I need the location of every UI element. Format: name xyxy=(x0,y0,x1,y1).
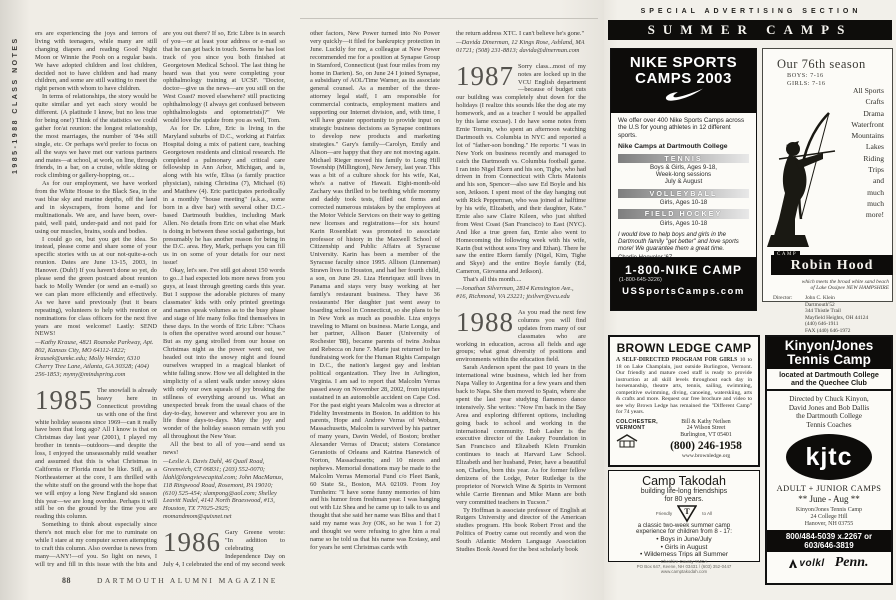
list-item: PO Box 647, Keene, NH 03431 / (603) 352-0447 xyxy=(636,564,732,570)
list-item: Cheshire County YMCA xyxy=(660,559,708,565)
robin-hood-tagline-line1: which meets the broad white sand beach xyxy=(801,279,889,285)
class-year-1985-section: 1985 The snowfall is already heavy here in Connecticut providing us with one of the first white holiday seasons since 1969—can it really have been that long ago? All I know is that on Christmas day last year (2001), I played my brother in tennis—outdoors—and despite the loss, I enjoyed the unseasonably mild weather and assumed that this is what Christmas in California or Florida must be like. Still, as a Northeasterner at the core, I am thrilled with the white stuff on the ground with the hope that we will enjoy a long New England ski season this year—we are long overdue. Perhaps it will still be on the ground by the time you are reading this column. xyxy=(35,384,157,521)
robin-hood-season: Our 76th season xyxy=(777,57,866,71)
list-item: Waterfront xyxy=(851,119,884,129)
kjtc-phone-line1: 800/484-5039 x.2267 or xyxy=(785,532,873,542)
class-notes-vertical-label: 1985-1988 CLASS NOTES xyxy=(12,36,19,174)
column-paragraph: Sarah Anderson spent the past 10 years in the international wine business, which led her from Napa Valley to Argentina for a few years and then back to Napa. She then moved to Spain, where she spent the last year studying flamenco dance intensively. She writes: "Now I'm back in the Bay Area and exploring different options, including going back to school and working in the international community. Bob Lasher is the executive director of the Leakey Foundation in San Francisco and Elizabeth Klein Frumkin continues to teach at Harvard Law School. Elizabeth and her husband, Peter, have a beautiful son, Charles, born this year. As for former fellow denizens of the Lodge, Peter Rutledge is the proprietor of Norwich Wine & Spirits in Vermont while Carrie Brennan and Mike Mann are both very committed teachers in Tucson." xyxy=(456,364,586,506)
camp-takodah-ad xyxy=(608,470,760,575)
list-item: Mountains xyxy=(851,131,884,141)
nike-program-volleyball: VOLLEYBALL xyxy=(618,189,749,198)
kjtc-sponsor-logos xyxy=(767,555,891,571)
takodah-footer xyxy=(614,559,754,574)
kjtc-title-line1: Kinyon/Jones xyxy=(784,338,874,353)
brown-ledge-location-block xyxy=(616,419,660,460)
nike-website-link[interactable]: USSportsCamps.com xyxy=(622,286,745,297)
class-year-1986-section: 1986 Gary Greene wrote: "In addition to celebrating Independence Day on July 4, I celebrated the end of my second week xyxy=(163,527,285,567)
nike-phone-alt: (1-800-645-3226) xyxy=(619,277,662,283)
list-item: and xyxy=(873,176,884,186)
kjtc-phone-line2: 603/646-3819 xyxy=(804,541,854,551)
class-year-1987-section: 1987 Sorry class...most of my notes are locked up in the VCU English department—because of budget cuts our building was completely shut down for the holidays (I realize this sounds like the dog ate my homework, and as a teacher I would be appalled by this lame excuse). I do have some notes from Ernie Torrain, who spent an afternoon watching Dartmouth vs. Columbia in NYC and reported a lot of "father-son bonding." He reports: "I was in New York on business recently and managed to catch the Dartmouth vs. Columbia football game. I ran into Nigel Ekern and his son, Tighe, who had driven in from Connecticut with Chris Matonis and his son, Spencer—also saw Ed Boyle and his son, Jeikson. I spent most of the day hanging out with Rick Pepperman, who was joined at halftime by his wife, Elizabeth, and their daughter, Kate." Ernie also saw Claire Kileen, who just shifted from West Coast (San Francisco) to East (NYC). And like a true green fan, Ernie also went to Homecoming the following week with his wife, Karin (but without sons Trey and Ethan). There he saw the entire Ekern family (Nigel, Kim, Tighe and Skye) and the entire Boyle family (Ed, Cameron, Giovanna and Jeikson). xyxy=(456,60,586,276)
list-item: • Boys in June/July xyxy=(656,536,712,544)
list-item: All Sports xyxy=(852,86,884,95)
kinyon-jones-tennis-camp-ad xyxy=(765,335,893,585)
nike-ad-header xyxy=(611,49,756,113)
list-item: (440) 646-1911 xyxy=(805,321,839,328)
robin-hood-director-address xyxy=(805,295,868,335)
robin-hood-director-block xyxy=(773,295,891,335)
camp-robin-hood-ad xyxy=(762,48,893,334)
nike-program-volleyball-details: Girls, Ages 10-18 xyxy=(659,199,708,207)
nike-swoosh-icon xyxy=(662,88,706,101)
list-item: much xyxy=(867,198,884,208)
special-advertising-kicker: SPECIAL ADVERTISING SECTION xyxy=(640,8,862,15)
class-year-numeral: 1986 xyxy=(163,527,221,558)
cabin-icon xyxy=(616,434,638,448)
list-item: 344 Thistle Trail xyxy=(805,308,841,315)
robin-hood-name-banner xyxy=(771,252,893,275)
list-item: Hanover, NH 03755 xyxy=(804,520,854,527)
brown-ledge-contact xyxy=(660,419,752,439)
robin-hood-director-label: Director: xyxy=(773,295,793,301)
column-paragraph: In terms of relationships, the story would be quite similar and yet each story would be different. (A platitude I know, but no less true for being one!) Think of the statistics we could gather for/at reunion: the longest relationship, the most marriages, the number of '84s still single, etc. Or perhaps we'd prefer to focus on all the ways we have met our various partners and mates—at school, at work, on line, through friends, in a bar, on a cruise, while skiing or rock climbing or gallery-hopping, or.... xyxy=(35,93,157,180)
list-item: • Wilderness Trips all Summer xyxy=(639,551,729,558)
nike-program-tennis-details: Boys & Girls, Ages 9-18, Week-long sessions July & August xyxy=(649,164,718,186)
magazine-name: DARTMOUTH ALUMNI MAGAZINE xyxy=(97,576,278,585)
nike-subtitle: Nike Camps at Dartmouth College xyxy=(618,143,728,151)
brown-ledge-camp-ad xyxy=(608,335,760,467)
list-item: Burlington, VT 05401 xyxy=(680,431,732,438)
nike-title-line1: NIKE SPORTS xyxy=(629,54,738,71)
page-number: 88 xyxy=(62,576,71,585)
volkl-wordmark: volkl xyxy=(799,557,825,569)
list-item: Dartmouth'52 xyxy=(805,301,835,308)
page-edge-scanline xyxy=(300,18,598,19)
column-paragraph: Ty Hoffman is associate professor of English at Rutgers University and director of the American studies program. His book Robert Frost and the Politics of Poetry came out recently and won the South Atlantic Modern Language Association Studies Book Award for the best scholarly book xyxy=(456,506,586,554)
text-column-1 xyxy=(35,30,157,567)
list-item: 24 College Hill xyxy=(810,513,848,520)
column-signature: —Davida Dinerman, 12 Kings Rose, Ashland, MA 01721; (508) 231-8813; davida@dinerman.com xyxy=(456,38,585,54)
takodah-bullet-list xyxy=(614,536,754,558)
column-paragraph: All the best to all of you—and send us news! xyxy=(163,441,285,457)
column-paragraph: are you out there? If so, Eric Libre is in search of you—or at least your address or e-mail so that he can get back in touch. Seems he has lost track of you since you both finished at Georgetown Medical School. The last thing he heard was that you were completing your ophthalmology training at UCSF. "Doctor, doctor—give us the news—are you still on the West Coast? moved elsewhere? still practicing ophthalmology (I always get confused between ophthalmologists and optometrists)?" We would love the update from you as well, Tom. xyxy=(163,30,285,124)
svg-text:T: T xyxy=(684,506,690,516)
robin-hood-camp-word: CAMP xyxy=(774,251,800,258)
nike-ad-body xyxy=(611,113,756,262)
column-paragraph: other factors, New Power turned into No Power very quickly—it filed for bankruptcy protection in June. Luckily for me, a colleague at New Power recommended me for a position at Synapse Group in Stamford, Connecticut (just four miles from my home in Darien). So, on June 24 I joined Synapse, a subsidiary of AOL/Time Warner, as its associate general counsel. As a member of the three-attorney legal staff, I am responsible for commercial contracts, employment matters and supporting our Internet division, and, with time, I will have greater opportunity to provide input on strategic business decisions as Synapse continues to develop new products and marketing strategies." Gary's family—Carolyn, Emily and Alison—are happy that they are not moving again. Michael Rieger moved his family to Long Hill Township (Millington), New Jersey, last year. This was a bit of a culture shock for his wife, Kai, who's a native of Hawaii. Eight-month-old Zachary was thrilled to be teething while mommy and daddy took tests, filled out forms and corrected numerous mistakes by the employees at the Motor Vehicle Services on their way to getting new licenses and registrations—for six hours! Karin Rosenblatt was promoted to associate professor of history in the Maxwell School of Citizenship and Public Affairs at Syracuse University. Karin has been a member of the Syracuse faculty since 1995. Allison (Linneman) Strawn lives in Houston, and had her fourth child, a son, on June 29. Liza Henriquez still lives in Panama and stays very busy working at her family's restaurant business. They have 36 restaurants! Her daughter just went away to boarding school in Connecticut, so she plans to be in New York as much as possible. Liza enjoys traveling to Miami on business. Marie Longa, and her partner, Allison Bauer (University of Rochester '88), became parents of twins Joshua and Rebecca on June 7. Marie just returned to her fundraising work for the Human Rights Campaign in D.C., the nation's largest gay and lesbian political organization. They live in Arlington, Virginia. I am sad to report that Malcolm Verras passed away on November 28, 2002, from injuries sustained in an automobile accident on Cape Cod. For the past eight years Malcolm was a director at Fidelity Investments in Boston. In addition to his parents, Hope and Andrew Verras of Woburn, Massachusetts, Malcolm is survived by his partner of many years, Davin Wedel, of Boston; brother Alexander Verras of Dracut; sisters Constance Geraniotis of Orleans and Katrina Hanewich of Norton, Massachusetts; and 10 nieces and nephews. Memorial donations may be made to the Malcolm Verras Memorial Fund c/o Fleet Bank, 60 State St., Boston, MA 02109. From Joy Turnheim: "I have some funny memories of him and his humor from freshman year. I was hanging out with Liz Shea and he came up to talk to us and thought that she said her name was Bliss and that I said my name was Joy (OK, so he was 1 for 2) and thought we were refusing to give him a real name so he told us that his name was Ecstasy, and for years he sent Christmas cards with xyxy=(310,30,440,551)
penn-logo: Penn. xyxy=(834,555,869,571)
kjtc-title-banner xyxy=(767,337,891,369)
nike-program-field-hockey: FIELD HOCKEY xyxy=(618,209,749,218)
column-paragraph: That's all this month.... xyxy=(463,276,522,284)
column-signature: —Leslie A. Davis Dahl, 46 Quail Road, Greenwich, CT 06831; (203) 552-0070; ldahl@longviewcapital.com; John MacManus, 118 Ringwood Road, Rosemont, PA 19010; (610) 525-454; slampong@aol.com; Shelley Leavitt Nadel, 4141 North Braeswood, #13, Houston, TX 77025-2925; momandmom@quixnet.net xyxy=(163,457,284,521)
summer-camps-banner: SUMMER CAMPS xyxy=(608,20,892,40)
robin-hood-tagline xyxy=(763,279,889,292)
nike-program-tennis: TENNIS xyxy=(618,154,749,163)
column-paragraph: As for Dr. Libre, Eric is living in the Maryland suburbs of D.C., working at Fairfax Hospital doing a mix of patient care, teaching Georgetown residents and clinical research. He completed a pulmonary and critical care fellowship in Ann Arbor, Michigan, and is, along with his wife, Elisa (a family practice physician), raising Christina (7), Michael (6) and Matthew (4). Eric participates periodically in a monthly "house meeting" (a.k.a., some born in a dive bar) with several other D.C.-based Dartmouth buddies, including Mark Allen. No details from Eric on what else Mark is doing in between these social gatherings, but presumably he has another reason for being in the D.C. area. Hey, Mark, perhaps you can fill us in on some of your details for our next issue! xyxy=(163,124,285,267)
list-item: 24 Wilson Street xyxy=(686,425,726,432)
list-item: Crafts xyxy=(865,97,884,107)
brown-ledge-title: BROWN LEDGE CAMP xyxy=(616,341,752,355)
list-item: John C. Klein xyxy=(805,295,835,301)
list-item: Bill & Kathy Neilsen xyxy=(681,418,731,425)
takodah-title: Camp Takodah xyxy=(642,474,726,488)
robin-hood-tagline-line2: of Lake Ossipee NEW HAMPSHIRE xyxy=(810,285,889,292)
list-item: more! xyxy=(865,210,884,220)
takodah-logo-row xyxy=(614,505,754,522)
kjtc-oval-logo: kjtc xyxy=(786,434,872,480)
nike-title-line2: CAMPS 2003 xyxy=(635,70,732,87)
kjtc-camps-line: ADULT + JUNIOR CAMPS xyxy=(776,484,882,494)
takodah-logo-right-text: to All xyxy=(702,510,713,516)
takodah-logo-left-text: Friendly xyxy=(655,510,673,516)
column-paragraph: I could go on, but you get the idea. So instead, please come and share some of your specific stories with us at our not-quite-a-och reunion. Dates are June 13-15, 2003, in Hanover. (Duh!) If you haven't done so yet, do please send the green postcard about reunion back to Molly Wender (or send an e-mail) so we can plan more efficiently and effectively. As we have said previously (but it bears repeating), volunteers to help with reunion or nominations for class officers for the next five years are most welcome! Lastly: SEND NEWS! xyxy=(35,235,157,338)
text-column-2 xyxy=(163,30,285,567)
list-item: Drama xyxy=(863,108,884,118)
kjtc-title-line2: Tennis Camp xyxy=(787,352,871,367)
list-item: much xyxy=(867,187,884,197)
robin-hood-boys-ages: BOYS: 7-16 xyxy=(787,72,824,79)
takodah-triangle-logo xyxy=(677,505,697,522)
list-item: Riding xyxy=(863,153,884,163)
volkl-chevron-icon xyxy=(789,559,797,568)
kjtc-located: located at Dartmouth College and the Quechee Club xyxy=(767,369,891,391)
robin-hood-activities-list xyxy=(851,85,884,221)
nike-sports-camps-ad xyxy=(610,48,757,311)
kjtc-phone-bar xyxy=(767,530,891,552)
nike-phone: 1-800-NIKE CAMP xyxy=(624,263,743,277)
robin-hood-camp-name: Robin Hood xyxy=(790,258,874,273)
column-paragraph: Okay, let's see. I've still got about 150 words to go...I had expected lots more news from you guys, at least through greeting cards this year. But I suppose the adorable pictures of many classmates' kids with only printed greetings and names speak volumes as to the busy phase and stage of life many folks find themselves in these days. In the words of Eric Libre: "Chaos is often the operative word around our house." But as my gang strolled from our house on Christmas night as the power went out, we headed out into the snowy night and found ourselves wrapped in a magical blanket of white falling snow. How we all delighted in the simplicity of a silent walk under snowy skies with only our own squeals of joy breaking the stillness of everything around us. What an unexpected break from the usual chaos of the day-to-day, however and wherever you are in life these days-to-days. May the joy and wonder of the holiday season remain with you all throughout the New Year. xyxy=(163,267,285,441)
column-paragraph: As for our employment, we have worked from the White House to the Black Sea, in the vast blue sky and marine depths, off the land and in skyscrapers, from home and for multinationals. We are, and have been, over-paid, well paid, under-paid and not paid for using our muscles, brains, souls and bodies. xyxy=(35,180,157,235)
brown-ledge-phone: (800) 246-1958 xyxy=(670,440,742,453)
list-item: Lakes xyxy=(865,142,884,152)
nike-quote: I would love to help boys and girls in the Dartmouth family "get better" and love sports more! We guarantee them a great time. xyxy=(618,230,739,252)
column-signature: —Kathy Krause, 4821 Roanoke Parkway, Apt. 802, Kansas City, MO 64112-1822; krausek@umkc.edu; Molly Wender, 6310 Cherry Tree Lane, Atlanta, GA 30328; (404) 256-1853; mymy@mindspring.com xyxy=(35,339,154,378)
column-paragraph: Something to think about especially since there's not much else for me to ruminate on while I stare at my computer screen attempting to craft this column. Also overdue is news from many—ANY!—of you. So light on news, I will try and fill in this issue with the bits and xyxy=(35,521,157,567)
nike-intro: We offer over 400 Nike Sports Camps across the U.S for young athletes in 12 different sports. xyxy=(618,117,745,139)
brown-ledge-body-text: 10 to 18 on Lake Champlain, just outside Burlington, Vermont. Our friendly and mature coed staff is ready to provide instruction at all skill levels throughout each day in horsemanship, theatre arts, tennis, sailing, swimming, competitive swimming, diving, canoeing, waterskiing, arts & crafts and more. Request our free brochure and video to see why Brown Ledge has remained the "Different Camp" for 74 years. xyxy=(616,357,752,415)
volkl-logo xyxy=(789,558,824,569)
brown-ledge-contact-block xyxy=(660,419,752,460)
nike-program-field-hockey-details: Girls, Ages 10-18 xyxy=(659,219,708,227)
takodah-intro: a classic two-week summer camp experience for children from 8 - 17: xyxy=(636,521,732,536)
archer-illustration xyxy=(765,107,851,257)
column-paragraph: the return address XTC. I can't believe he's gone." xyxy=(456,30,585,37)
list-item: Trips xyxy=(868,165,884,175)
brown-ledge-location: COLCHESTER, VERMONT xyxy=(616,418,658,431)
list-item: Mayfield Heights, OH 44124 xyxy=(805,314,869,321)
takodah-subtitle: building life-long friendships for 80 years. xyxy=(640,488,728,503)
column-paragraph: ers are experiencing the joys and terrors of living with teenagers, while many are still changing diapers and reading Good Night Moon or Winnie the Pooh on a regular basis. We have adopted children and lost children, decided not to have children and had many children, and some are still waiting to meet the right person with whom to have children. xyxy=(35,30,157,93)
brown-ledge-body xyxy=(616,357,752,416)
page-footer xyxy=(62,576,278,585)
brown-ledge-website-link[interactable]: www.brownledge.org xyxy=(681,453,731,460)
list-item: • Girls in August xyxy=(660,543,708,551)
class-year-1988-section: 1988 As you read the next few columns you will find updates from many of our classmates who are working in education, across all fields and age groups; what great diversity of positions and environments within the education field. xyxy=(456,306,586,364)
robin-hood-girls-ages: GIRLS: 7-16 xyxy=(787,79,826,87)
class-year-numeral: 1988 xyxy=(456,306,514,337)
nike-ad-footer xyxy=(610,257,757,311)
brown-ledge-body-lead: A SELF-DIRECTED PROGRAM FOR GIRLS xyxy=(616,357,738,363)
text-column-4 xyxy=(456,30,586,567)
list-item: www.camptakodah.com xyxy=(660,569,708,575)
column-signature: —Jonathan Silverman, 2814 Kensington Ave., #16, Richmond, VA 23221; jtsilver@vcu.edu xyxy=(456,285,574,300)
kjtc-directed-by: Directed by Chuck Kinyon, David Jones and Bob Dallis the Dartmouth College Tennis Coaches xyxy=(788,395,870,429)
class-year-numeral: 1985 xyxy=(35,384,93,415)
list-item: FAX (440) 646-1972 xyxy=(805,327,851,334)
text-column-3 xyxy=(310,30,440,567)
kjtc-dates-line: ** June - Aug ** xyxy=(798,494,860,505)
list-item: Kinyon/Jones Tennis Camp xyxy=(795,507,863,514)
kjtc-address xyxy=(767,507,891,527)
class-year-numeral: 1987 xyxy=(456,60,514,91)
